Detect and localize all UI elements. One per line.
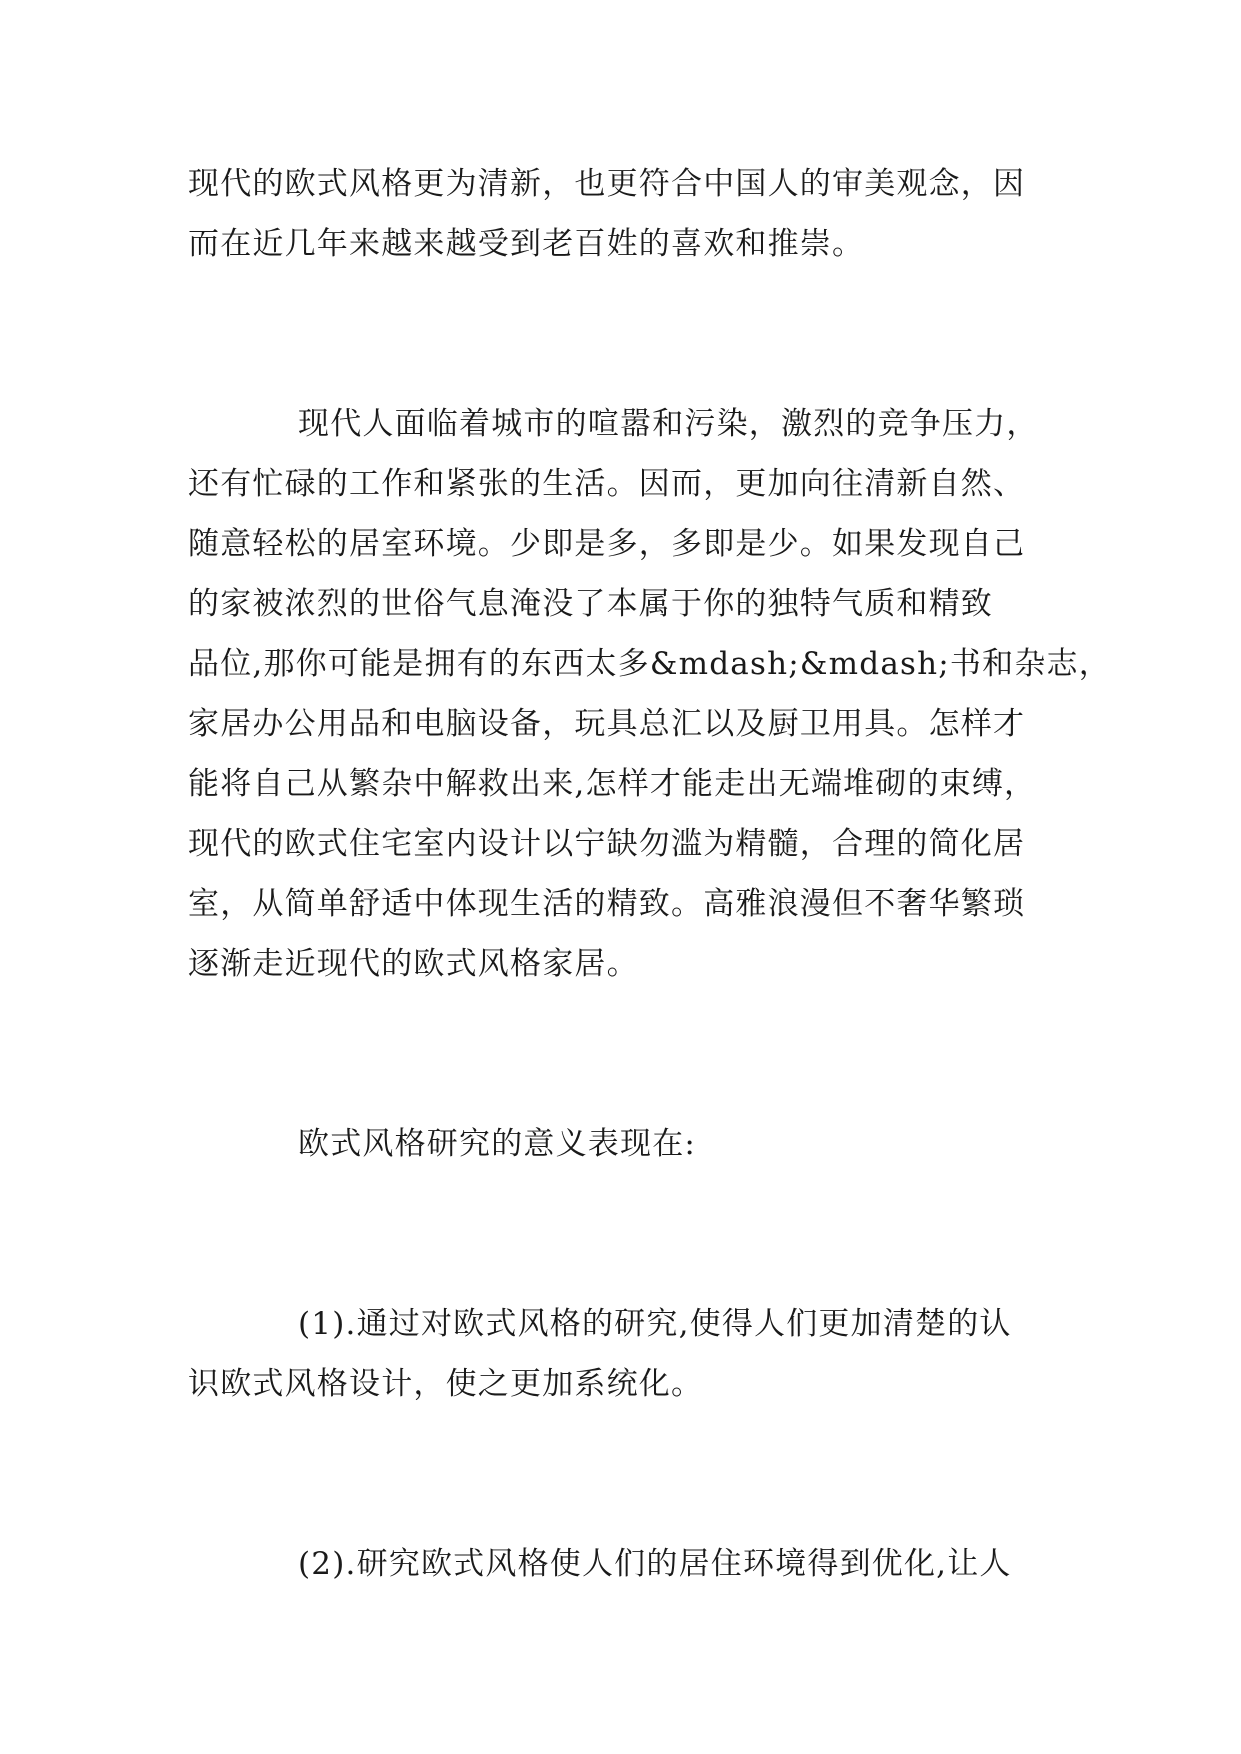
paragraph-2-line-2: 还有忙碌的工作和紧张的生活。因而，更加向往清新自然、	[188, 466, 1026, 502]
paragraph-2-line-7: 能将自己从繁杂中解救出来,怎样才能走出无端堆砌的束缚，	[188, 766, 1037, 802]
paragraph-2-line-4: 的家被浓烈的世俗气息淹没了本属于你的独特气质和精致	[188, 586, 993, 622]
paragraph-2-line-9: 室，从简单舒适中体现生活的精致。高雅浪漫但不奢华繁琐	[188, 886, 1026, 922]
paragraph-2-line-6: 家居办公用品和电脑设备，玩具总汇以及厨卫用具。怎样才	[188, 706, 1026, 742]
paragraph-5-line-1: (2).研究欧式风格使人们的居住环境得到优化,让人	[298, 1546, 1012, 1582]
paragraph-3-line-1: 欧式风格研究的意义表现在:	[298, 1126, 697, 1162]
paragraph-1-line-1: 现代的欧式风格更为清新，也更符合中国人的审美观念，因	[188, 166, 1026, 202]
paragraph-4-line-2: 识欧式风格设计，使之更加系统化。	[188, 1366, 704, 1402]
paragraph-1-line-2: 而在近几年来越来越受到老百姓的喜欢和推崇。	[188, 226, 865, 262]
paragraph-4-line-1: (1).通过对欧式风格的研究,使得人们更加清楚的认	[298, 1306, 1012, 1342]
paragraph-2-line-10: 逐渐走近现代的欧式风格家居。	[188, 946, 639, 982]
paragraph-2-line-5: 品位,那你可能是拥有的东西太多&mdash;&mdash;书和杂志，	[188, 646, 1111, 682]
paragraph-2-line-1: 现代人面临着城市的喧嚣和污染，激烈的竞争压力，	[298, 406, 1039, 442]
paragraph-2-line-8: 现代的欧式住宅室内设计以宁缺勿滥为精髓，合理的简化居	[188, 826, 1026, 862]
paragraph-2-line-3: 随意轻松的居室环境。少即是多，多即是少。如果发现自己	[188, 526, 1026, 562]
